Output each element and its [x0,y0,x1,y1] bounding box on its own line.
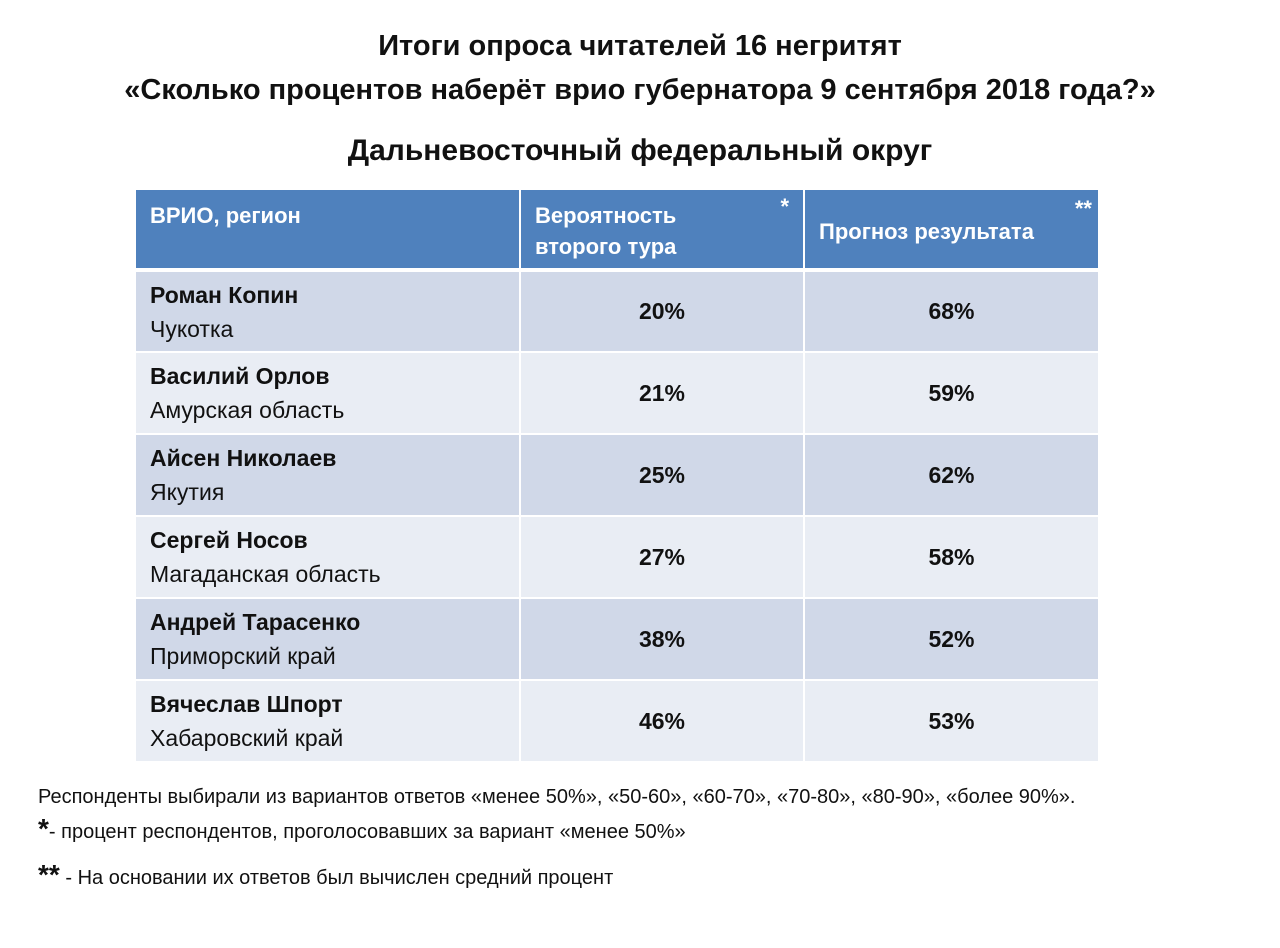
runoff-probability: 20% [520,270,804,352]
table-row [136,352,1098,434]
candidate-region: Чукотка [150,315,234,342]
candidate-region: Приморский край [150,643,336,669]
candidate-cell [136,352,520,434]
header-row [136,190,1098,270]
results-table [136,190,1098,763]
column-header-runoff-line2: второго тура [535,234,677,259]
footnote-asterisk-text: - процент респондентов, проголосовавших за вариант «менее 50%» [48,821,686,843]
footnote-double-asterisk-text: - На основании их ответов был вычислен средний процент [59,867,614,889]
column-header-candidate [136,190,520,270]
runoff-probability: 46% [520,680,804,762]
footnote-double-asterisk-mark: ** [38,859,60,890]
title-line-1: Итоги опроса читателей 16 негритят [378,30,902,62]
candidate-region: Хабаровский край [150,725,344,751]
footnote-asterisk-mark: * [38,813,49,844]
title-line-2: «Сколько процентов наберёт врио губернатора 9 сентября 2018 года?» [124,74,1156,106]
asterisk-mark: * [780,194,789,219]
candidate-name: Андрей Тарасенко [150,609,361,635]
runoff-probability: 25% [520,434,804,516]
table-row [136,434,1098,516]
runoff-probability: 27% [520,516,804,598]
table-row [136,680,1098,762]
double-asterisk-mark: ** [1074,196,1092,221]
candidate-name: Роман Копин [150,281,299,308]
forecast-result: 59% [804,352,1098,434]
candidate-name: Айсен Николаев [150,445,337,471]
forecast-result: 62% [804,434,1098,516]
runoff-probability: 38% [520,598,804,680]
candidate-region: Амурская область [150,397,345,423]
forecast-result: 52% [804,598,1098,680]
footnote-asterisk [38,813,686,845]
candidate-name: Вячеслав Шпорт [150,691,343,717]
candidate-region: Якутия [150,479,225,505]
forecast-result: 68% [804,270,1098,352]
subtitle: Дальневосточный федеральный округ [347,134,933,167]
column-header-forecast [804,190,1098,270]
forecast-result: 53% [804,680,1098,762]
footnote-double-asterisk [38,859,614,891]
candidate-name: Василий Орлов [150,363,330,389]
candidate-cell [136,434,520,516]
candidate-cell [136,598,520,680]
column-header-forecast-label: Прогноз результата [819,219,1034,244]
column-header-runoff-line1: Вероятность [535,203,677,228]
table-row [136,516,1098,598]
candidate-cell [136,516,520,598]
candidate-name: Сергей Носов [150,527,308,553]
candidate-region: Магаданская область [150,561,381,587]
footnote-answer-options: Респонденты выбирали из вариантов ответов «менее 50%», «50-60», «60-70», «70-80», «80-90», «более 90%». [38,786,1076,808]
table-row [136,598,1098,680]
candidate-cell [136,270,520,352]
candidate-cell [136,680,520,762]
table-row [136,270,1098,352]
column-header-runoff [520,190,804,270]
forecast-result: 58% [804,516,1098,598]
runoff-probability: 21% [520,352,804,434]
column-header-candidate-label: ВРИО, регион [150,203,301,228]
